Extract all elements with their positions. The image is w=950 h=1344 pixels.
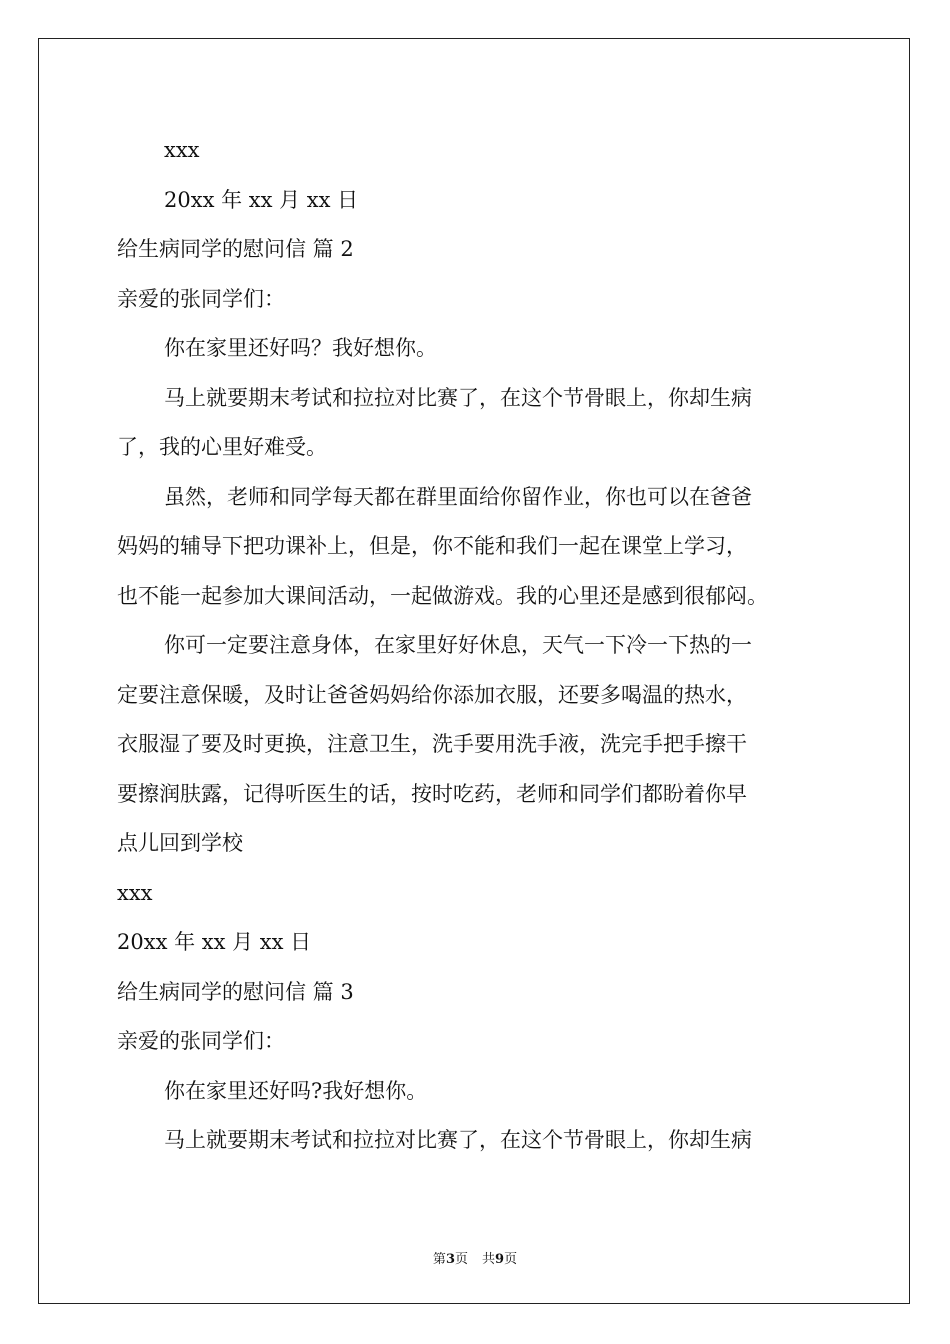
page-footer [0,1248,950,1267]
salutation: 亲爱的张同学们： [117,1029,285,1053]
current-page-number: 3 [445,1252,455,1267]
paragraph-line: 虽然，老师和同学每天都在群里面给你留作业，你也可以在爸爸 [164,484,752,509]
total-pages-prefix: 共 [482,1252,496,1267]
salutation: 亲爱的张同学们： [117,286,285,311]
paragraph-line: 了，我的心里好难受。 [117,435,327,459]
paragraph-line: 你可一定要注意身体，在家里好好休息，天气一下冷一下热的一 [164,633,752,657]
total-pages-suffix: 页 [504,1252,518,1267]
letter-heading: 给生病同学的慰问信 篇 2 [117,237,354,261]
document-body [117,126,837,1166]
signature-date: 20xx 年 xx 月 xx 日 [117,930,312,954]
page-number-suffix: 页 [454,1252,468,1267]
paragraph-line: 马上就要期末考试和拉拉对比赛了，在这个节骨眼上，你却生病 [164,385,752,410]
signature-name: xxx [117,880,153,905]
paragraph-line: 妈妈的辅导下把功课补上，但是，你不能和我们一起在课堂上学习， [117,534,747,558]
page-number-prefix: 第 [432,1252,446,1267]
total-page-count: 9 [495,1252,505,1267]
paragraph-line: 点儿回到学校 [117,831,243,855]
signature-date: 20xx 年 xx 月 xx 日 [164,187,359,212]
paragraph-line: 定要注意保暖，及时让爸爸妈妈给你添加衣服，还要多喝温的热水， [117,682,747,707]
paragraph-line: 你在家里还好吗？我好想你。 [164,336,437,360]
paragraph-line: 你在家里还好吗?我好想你。 [164,1078,428,1103]
letter-heading: 给生病同学的慰问信 篇 3 [117,979,354,1004]
signature-name: xxx [164,138,200,162]
paragraph-line: 也不能一起参加大课间活动，一起做游戏。我的心里还是感到很郁闷。 [117,583,768,608]
paragraph-line: 衣服湿了要及时更换，注意卫生，洗手要用洗手液，洗完手把手擦干 [117,732,747,756]
paragraph-line: 要擦润肤露，记得听医生的话，按时吃药，老师和同学们都盼着你早 [117,781,747,806]
paragraph-line: 马上就要期末考试和拉拉对比赛了，在这个节骨眼上，你却生病 [164,1128,752,1152]
